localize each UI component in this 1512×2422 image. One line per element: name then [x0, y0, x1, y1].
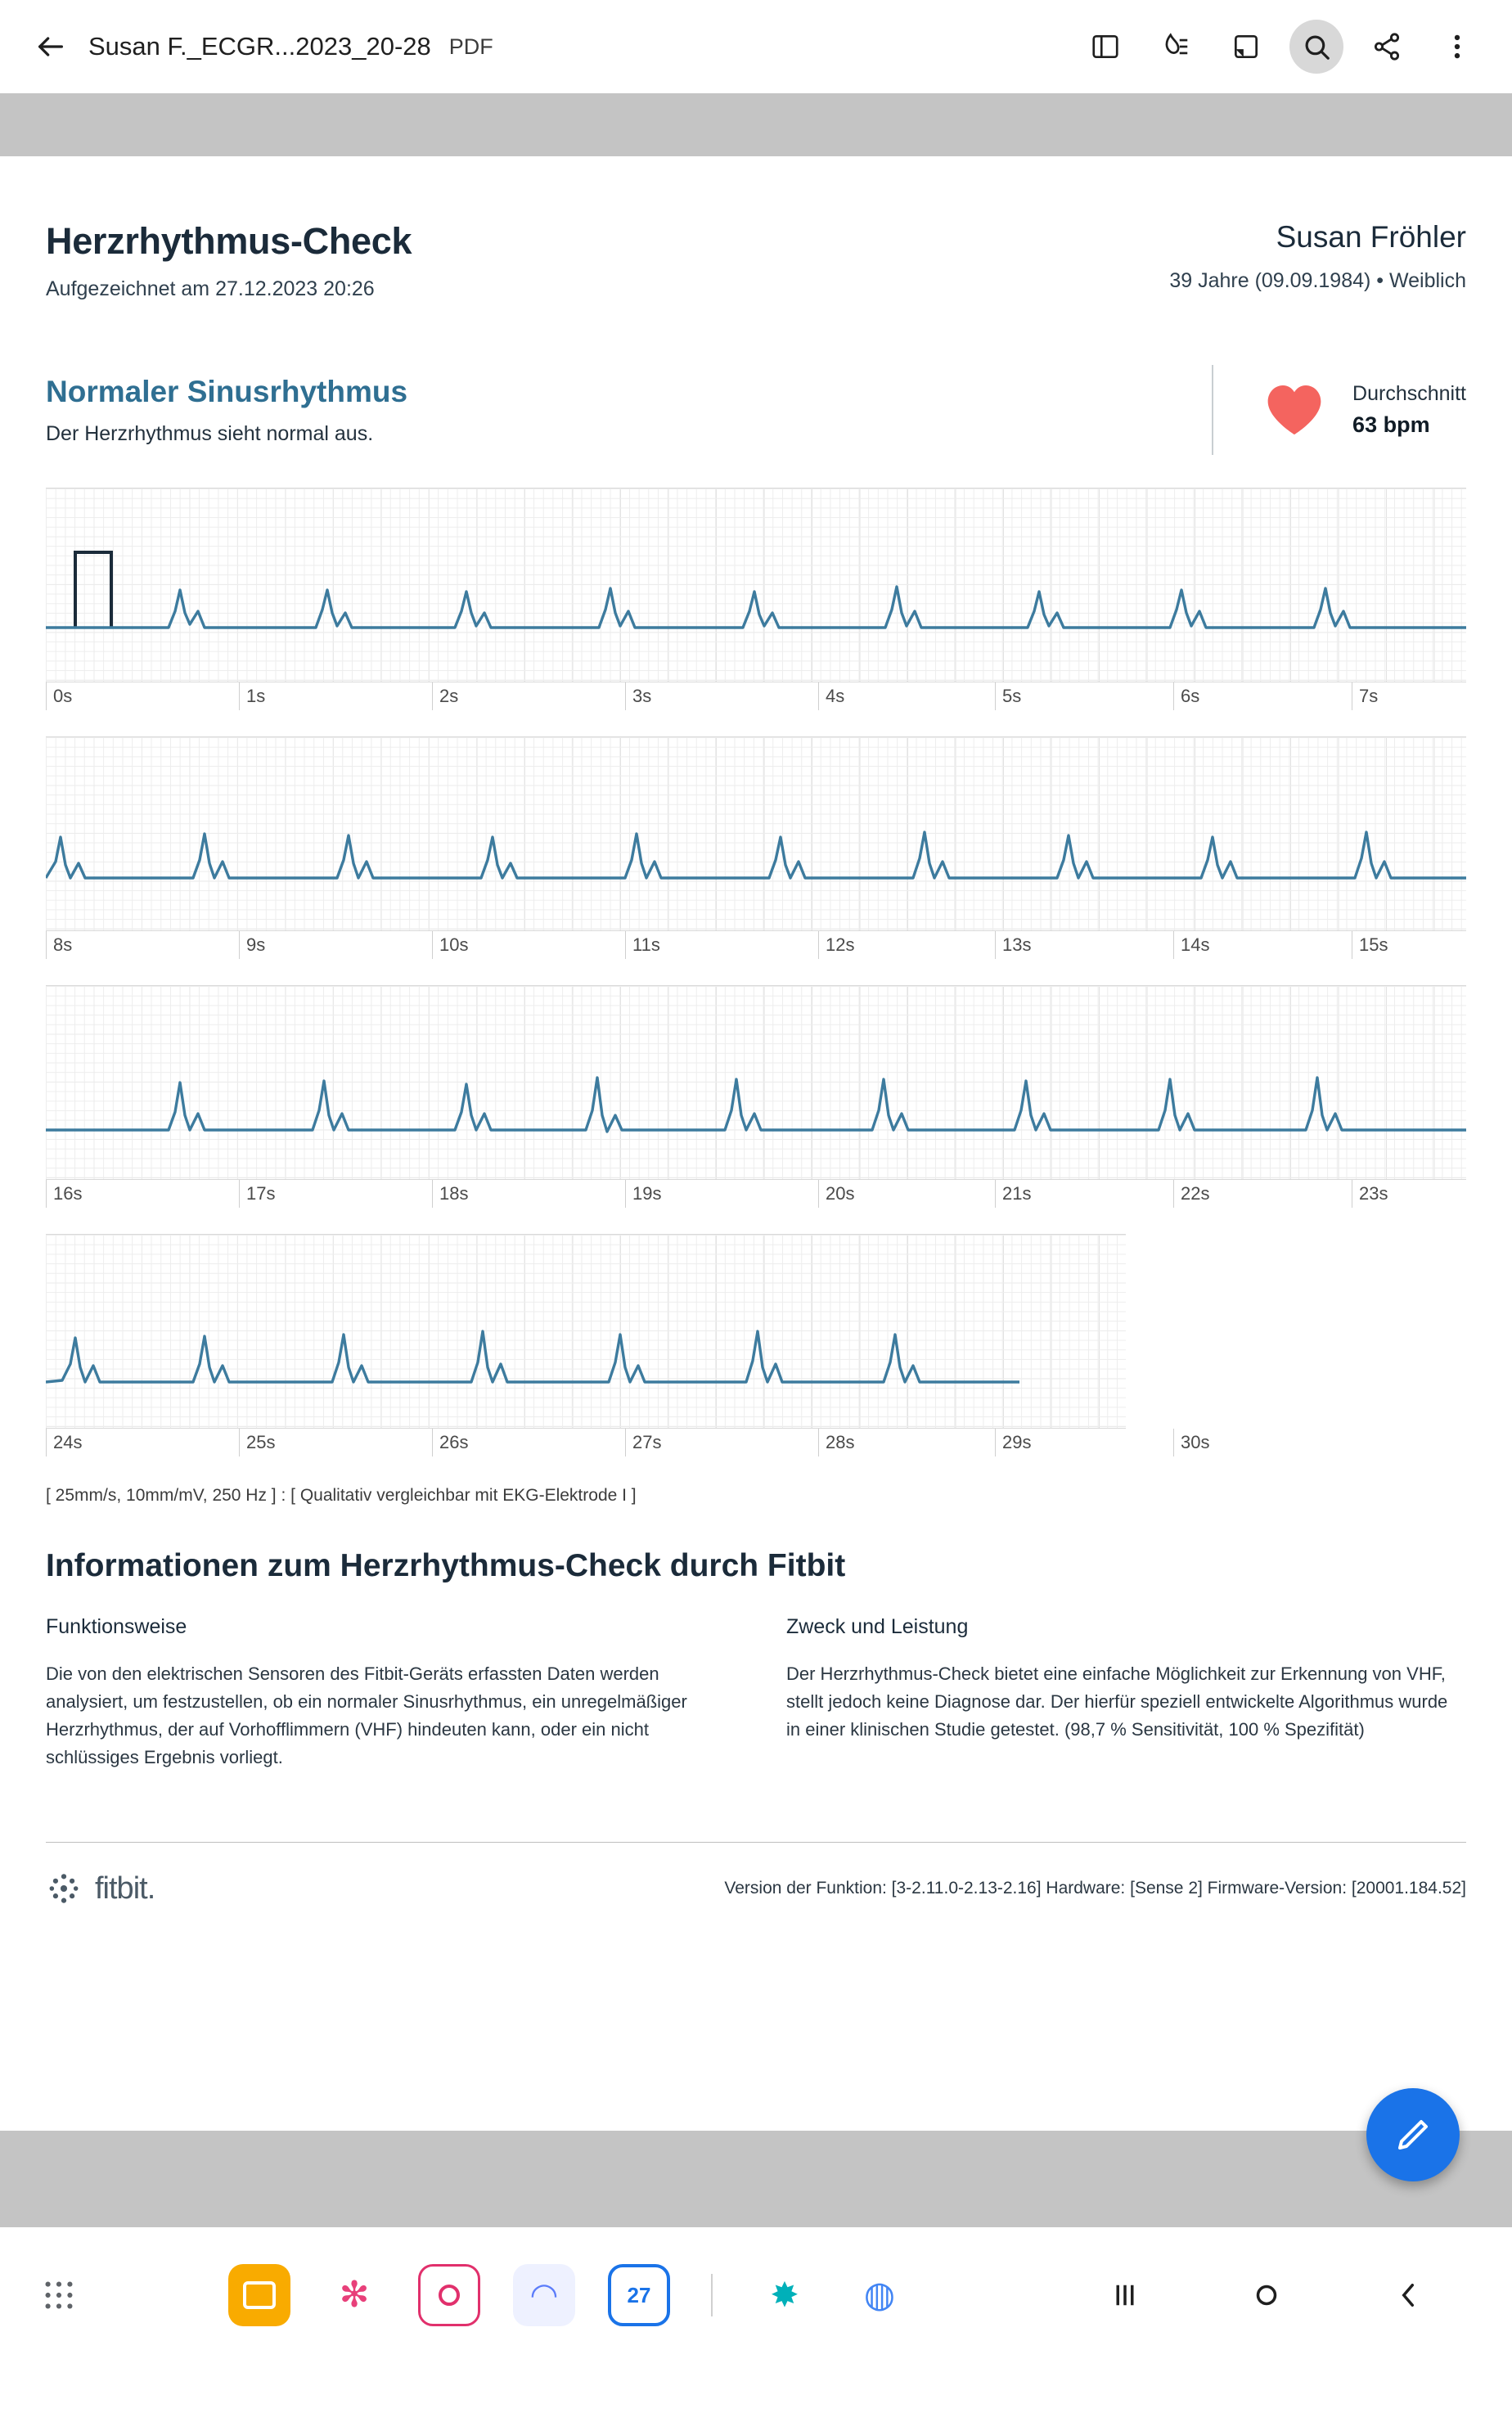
info-column-text: Der Herzrhythmus-Check bietet eine einfache Möglichkeit zur Erkennung von VHF, stellt jedoch keine Diagnose dar. Der hierfür speziell entwickelte Algorithmus wurde in einer klinischen Studie getestet. (98,7 % Sensitivität, 100 % Spezifität) [786, 1663, 1448, 1740]
document-header [46, 156, 1466, 301]
info-section-title: Informationen zum Herzrhythmus-Check durch Fitbit [46, 1548, 846, 1583]
photos-glyph: ✻ [339, 2275, 370, 2315]
axis-tick: 5s [995, 682, 1021, 710]
calibration-note: [ 25mm/s, 10mm/mV, 250 Hz ] : [ Qualitativ vergleichbar mit EKG-Elektrode I ] [46, 1486, 637, 1505]
axis-tick: 2s [432, 682, 458, 710]
axis-tick: 21s [995, 1180, 1031, 1208]
patient-block [1169, 220, 1466, 293]
average-value: 63 bpm [1352, 412, 1430, 437]
dock-icon-list [85, 2264, 1054, 2326]
info-column-purpose [786, 1615, 1466, 1771]
axis-tick: 3s [625, 682, 651, 710]
axis-tick: 7s [1352, 682, 1378, 710]
axis-tick: 4s [818, 682, 844, 710]
axis-tick: 11s [625, 931, 660, 959]
axis-tick: 19s [625, 1180, 661, 1208]
axis-tick: 24s [46, 1429, 82, 1456]
app-dock [0, 2227, 1512, 2363]
files-glyph [243, 2281, 276, 2309]
crop-icon [1231, 31, 1262, 62]
ecg-waveform [46, 1235, 1126, 1429]
axis-tick: 18s [432, 1180, 468, 1208]
axis-tick: 15s [1352, 931, 1388, 959]
axis-tick: 6s [1173, 682, 1199, 710]
heart-icon [1264, 380, 1325, 440]
dock-icon-photos[interactable] [323, 2264, 385, 2326]
search-icon [1301, 31, 1332, 62]
info-column-how-it-works [46, 1615, 726, 1771]
back-button[interactable] [28, 24, 74, 70]
more-button[interactable] [1430, 20, 1484, 74]
axis-tick: 12s [818, 931, 854, 959]
instagram-glyph [439, 2285, 460, 2306]
report-recorded-date: Aufgezeichnet am 27.12.2023 20:26 [46, 277, 375, 300]
annotate-icon [1160, 31, 1191, 62]
axis-tick: 8s [46, 931, 72, 959]
info-columns [46, 1615, 1466, 1771]
ecg-strips [46, 488, 1466, 1471]
sidebar-button[interactable] [1078, 20, 1132, 74]
axis-tick: 27s [625, 1429, 661, 1456]
sidebar-icon [1090, 31, 1121, 62]
fitbit-wordmark: fitbit. [95, 1871, 155, 1906]
axis-tick: 10s [432, 931, 468, 959]
ecg-axis [46, 1180, 1466, 1222]
crop-button[interactable] [1219, 20, 1273, 74]
ecg-strip [46, 1234, 1466, 1471]
ecg-axis [46, 931, 1466, 974]
axis-tick: 16s [46, 1180, 82, 1208]
viewer-background-top [0, 93, 1512, 156]
dock-icon-messages[interactable] [513, 2264, 575, 2326]
ecg-waveform [46, 737, 1466, 931]
dock-divider [711, 2274, 713, 2316]
home-button[interactable] [1242, 2271, 1291, 2320]
result-title: Normaler Sinusrhythmus [46, 374, 408, 408]
axis-tick: 26s [432, 1429, 468, 1456]
fitbit-logo-icon [46, 1871, 82, 1907]
axis-tick: 23s [1352, 1180, 1388, 1208]
dock-icon-files[interactable] [228, 2264, 290, 2326]
fitbit-brand [46, 1871, 155, 1907]
chevron-left-icon [1391, 2278, 1425, 2312]
recents-icon [1108, 2278, 1142, 2312]
messages-glyph: ◠ [529, 2277, 559, 2313]
info-column-heading: Zweck und Leistung [786, 1615, 969, 1638]
report-title: Herzrhythmus-Check [46, 220, 412, 262]
chrome-glyph: ◍ [863, 2275, 896, 2315]
arrow-left-icon [34, 30, 67, 63]
axis-tick: 17s [239, 1180, 275, 1208]
system-nav-inline [1054, 2271, 1479, 2320]
ecg-axis [46, 1429, 1466, 1471]
result-description: Der Herzrhythmus sieht normal aus. [46, 421, 374, 445]
axis-tick: 14s [1173, 931, 1209, 959]
all-apps-button[interactable] [33, 2276, 85, 2314]
average-bpm-block [1212, 365, 1466, 455]
ecg-trace [46, 985, 1466, 1180]
apps-grid-icon [40, 2276, 78, 2314]
ecg-waveform [46, 986, 1466, 1180]
dock-icon-chrome[interactable] [848, 2264, 911, 2326]
dock-icon-calendar[interactable] [608, 2264, 670, 2326]
axis-tick: 25s [239, 1429, 275, 1456]
calendar-day-number: 27 [627, 2282, 651, 2307]
document-type-label: PDF [448, 34, 493, 59]
dock-icon-fitbit[interactable] [754, 2264, 816, 2326]
edit-fab[interactable] [1366, 2088, 1460, 2181]
system-back-button[interactable] [1384, 2271, 1433, 2320]
axis-tick: 29s [995, 1429, 1031, 1456]
search-button[interactable] [1289, 20, 1343, 74]
axis-tick: 22s [1173, 1180, 1209, 1208]
home-icon [1249, 2278, 1284, 2312]
dock-icon-instagram[interactable] [418, 2264, 480, 2326]
axis-tick: 30s [1173, 1429, 1209, 1456]
axis-tick: 20s [818, 1180, 854, 1208]
annotate-button[interactable] [1149, 20, 1203, 74]
share-button[interactable] [1360, 20, 1414, 74]
ecg-strip [46, 488, 1466, 725]
share-icon [1371, 31, 1402, 62]
app-bar [0, 0, 1512, 93]
axis-tick: 0s [46, 682, 72, 710]
ecg-strip [46, 985, 1466, 1222]
patient-name: Susan Fröhler [1276, 220, 1466, 254]
result-row [46, 365, 1466, 455]
ecg-trace [46, 488, 1466, 682]
axis-tick: 28s [818, 1429, 854, 1456]
ecg-strip [46, 736, 1466, 974]
average-label: Durchschnitt [1352, 382, 1466, 405]
info-column-heading: Funktionsweise [46, 1615, 187, 1638]
axis-tick: 9s [239, 931, 265, 959]
document-footer [46, 1843, 1466, 1907]
pdf-page[interactable] [0, 156, 1512, 2131]
document-title: Susan F._ECGR...2023_20-28 [88, 32, 431, 61]
patient-meta: 39 Jahre (09.09.1984) • Weiblich [1169, 269, 1466, 292]
recents-button[interactable] [1100, 2271, 1150, 2320]
footer-version-text: Version der Funktion: [3-2.11.0-2.13-2.16] Hardware: [Sense 2] Firmware-Version: [20001.184.52] [724, 1879, 1466, 1898]
ecg-waveform [46, 488, 1466, 682]
ecg-trace [46, 1234, 1126, 1429]
ecg-axis [46, 682, 1466, 725]
result-block [46, 375, 407, 446]
axis-tick: 13s [995, 931, 1031, 959]
more-icon [1442, 31, 1473, 62]
average-text [1352, 382, 1466, 438]
fitbit-glyph: ✸ [770, 2276, 799, 2314]
info-column-text: Die von den elektrischen Sensoren des Fitbit-Geräts erfassten Daten werden analysiert, um festzustellen, ob ein normaler Sinusrhythmus, ein unregelmäßiger Herzrhythmus, der auf Vorhofflimmern (VHF) hindeuten kann, oder ein nicht schlüssiges Ergebnis vorliegt. [46, 1663, 687, 1768]
report-heading-block [46, 220, 412, 301]
pencil-icon [1393, 2115, 1433, 2154]
axis-tick: 1s [239, 682, 265, 710]
viewer-background-bottom [0, 2131, 1512, 2227]
ecg-trace [46, 736, 1466, 931]
